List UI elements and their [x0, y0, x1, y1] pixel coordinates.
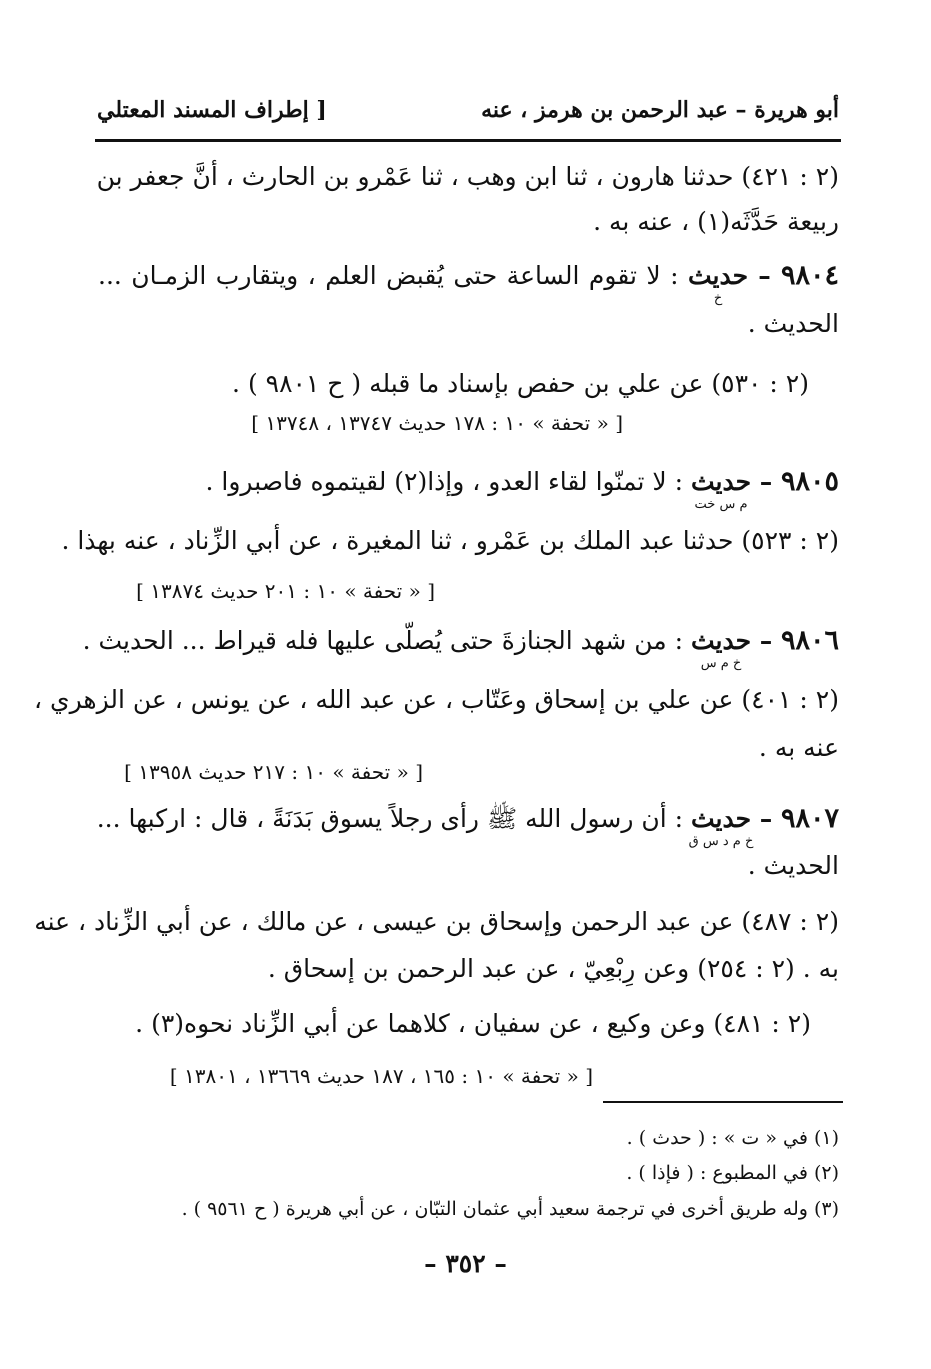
- running-header-left: [ إطراف المسند المعتلي: [97, 97, 327, 123]
- hadith-number: ٩٨٠٥: [780, 466, 839, 497]
- hadith-word: [690, 624, 752, 671]
- sources-sigla: م س خت: [694, 497, 748, 512]
- sources-sigla: خ م س: [700, 656, 742, 671]
- dash: –: [751, 626, 781, 655]
- hadith-word: [687, 259, 749, 306]
- hadith-9805-heading: [98, 465, 839, 512]
- dash: –: [748, 261, 781, 290]
- sources-sigla: خ: [713, 291, 723, 306]
- hadith-label: حديث: [690, 626, 752, 655]
- hadith-text: : لا تمنّوا لقاء العدو ، وإذا(٢) لقيتموه فاصبروا .: [205, 467, 684, 496]
- hadith-9807-heading: [96, 802, 839, 849]
- hadith-9806-heading: [82, 624, 839, 671]
- footnote-rule: [603, 1101, 843, 1103]
- hadith-label: حديث: [687, 261, 749, 290]
- hadith-label: حديث: [690, 804, 752, 833]
- hadith-word: [690, 465, 752, 512]
- page-number: – ٣٥٢ –: [424, 1249, 507, 1278]
- hadith-9804-heading: [98, 259, 839, 306]
- footnote-1: (١) في « ت » : ( حدث ) .: [626, 1127, 839, 1149]
- hadith-9807-cont: الحديث .: [747, 851, 839, 880]
- prev-isnad-line-1: (٢ : ٤٢١) حدثنا هارون ، ثنا ابن وهب ، ثنا عَمْرو بن الحارث ، أنَّ جعفر بن: [96, 162, 839, 191]
- hadith-9806-isnad-2: عنه به .: [758, 733, 839, 762]
- prev-isnad-line-2: ربيعة حَدَّثَه(١) ، عنه به .: [593, 207, 839, 236]
- hadith-word: [688, 802, 754, 849]
- hadith-number: ٩٨٠٦: [780, 625, 839, 656]
- hadith-text: : لا تقوم الساعة حتى يُقبض العلم ، ويتقارب الزمـان ...: [98, 261, 679, 290]
- hadith-9805-tuhfa: [ « تحفة » ١٠ : ٢٠١ حديث ١٣٨٧٤ ]: [136, 579, 435, 603]
- hadith-9805-isnad: (٢ : ٥٢٣) حدثنا عبد الملك بن عَمْرو ، ثنا المغيرة ، عن أبي الزِّناد ، عنه بهذا .: [61, 526, 839, 555]
- dash: –: [751, 467, 781, 496]
- footnote-2: (٢) في المطبوع : ( فإذا ) .: [626, 1162, 839, 1184]
- hadith-text: : أن رسول الله ﷺ رأى رجلاً يسوق بَدَنَةً ، قال : اركبها ...: [96, 804, 684, 833]
- hadith-9804-cont: الحديث .: [747, 309, 839, 338]
- hadith-9807-tuhfa: [ « تحفة » ١٠ : ١٦٥ ، ١٨٧ حديث ١٣٦٦٩ ، ١٣٨٠١ ]: [169, 1064, 593, 1088]
- hadith-9804-tuhfa: [ « تحفة » ١٠ : ١٧٨ حديث ١٣٧٤٧ ، ١٣٧٤٨ ]: [251, 411, 623, 435]
- sources-sigla: خ م د س ق: [688, 834, 754, 849]
- running-header-right: أبو هريرة – عبد الرحمن بن هرمز ، عنه: [481, 97, 839, 123]
- hadith-9807-isnad-3: (٢ : ٤٨١) وعن وكيع ، عن سفيان ، كلاهما عن أبي الزِّناد نحوه(٣) .: [135, 1009, 811, 1038]
- hadith-9806-tuhfa: [ « تحفة » ١٠ : ٢١٧ حديث ١٣٩٥٨ ]: [124, 760, 423, 784]
- hadith-text: : من شهد الجنازةَ حتى يُصلّى عليها فله قيراط ... الحديث .: [82, 626, 684, 655]
- dash: –: [751, 804, 781, 833]
- hadith-9807-isnad-1: (٢ : ٤٨٧) عن عبد الرحمن وإسحاق بن عيسى ، عن مالك ، عن أبي الزِّناد ، عنه: [34, 907, 839, 936]
- hadith-label: حديث: [690, 467, 752, 496]
- footnote-3: (٣) وله طريق أخرى في ترجمة سعيد أبي عثمان التبّان ، عن أبي هريرة ( ح ٩٥٦١ ) .: [181, 1198, 839, 1220]
- hadith-9806-isnad-1: (٢ : ٤٠١) عن علي بن إسحاق وعَتّاب ، عن عبد الله ، عن يونس ، عن الزهري ،: [34, 685, 839, 714]
- hadith-9804-isnad: (٢ : ٥٣٠) عن علي بن حفص بإسناد ما قبله ( ح ٩٨٠١ ) .: [232, 369, 809, 398]
- hadith-number: ٩٨٠٤: [780, 260, 839, 291]
- hadith-9807-isnad-2: به . (٢ : ٢٥٤) وعن رِبْعِيّ ، عن عبد الرحمن بن إسحاق .: [267, 954, 839, 983]
- header-rule: [95, 139, 841, 142]
- hadith-number: ٩٨٠٧: [780, 803, 839, 834]
